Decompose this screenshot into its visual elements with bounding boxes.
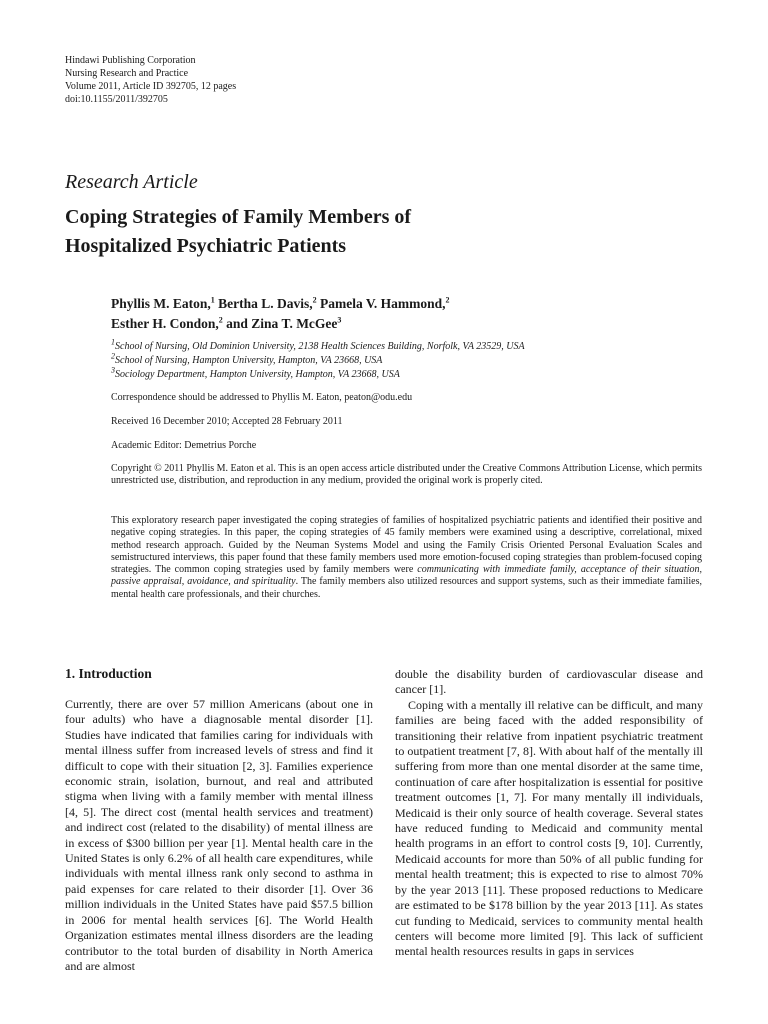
title-line-1: Coping Strategies of Family Members of <box>65 206 412 228</box>
title-line-2: Hospitalized Psychiatric Patients <box>65 235 347 257</box>
affiliation-item: $^2$School of Nursing, Hampton University, Hampton, VA 23668, USA <box>111 351 383 366</box>
author-affil-marker: 2 <box>312 295 317 305</box>
journal-line: Nursing Research and Practice <box>65 68 189 79</box>
affiliation-list <box>111 337 525 382</box>
academic-editor: Academic Editor: Demetrius Porche <box>111 440 257 451</box>
abstract: This exploratory research paper investigated the coping strategies of families of hospitalized psychiatric patients and identified their positive and negative coping strategies. In this paper, the coping strategies of 45 family members were examined using a descriptive, correlational, mixed method research approach. Guided by the Neuman Systems Model and using the Family Crisis Oriented Personal Evaluation Scales and semistructured interviews, this paper found that these family members used more emotion-focused coping strategies than problem-focused coping strategies. The common coping strategies used by family members were communicating with immediate family, acceptance of their situation, passive appraisal, avoidance, and spirituality. The family members also utilized resources and support systems, such as their immediate families, mental health care professionals, and their churches. <box>111 515 703 600</box>
author-name: Esther H. Condon, <box>111 316 219 331</box>
author-affil-marker: 2 <box>218 315 223 325</box>
article-type: Research Article <box>65 171 198 193</box>
volume-line: Volume 2011, Article ID 392705, 12 pages <box>65 81 237 92</box>
correspondence-email-link[interactable]: peaton@odu.edu <box>344 392 413 403</box>
author-line-1 <box>111 294 450 314</box>
journal-header <box>65 54 236 106</box>
affiliation-item: $^3$Sociology Department, Hampton University, Hampton, VA 23668, USA <box>111 365 400 380</box>
author-affil-marker: 1 <box>210 295 215 305</box>
author-name: Phyllis M. Eaton, <box>111 296 211 311</box>
author-list <box>111 294 450 334</box>
body-column-left <box>65 697 373 974</box>
author-line-2 <box>111 314 450 334</box>
author-name: Bertha L. Davis, <box>214 296 313 311</box>
received-dates: Received 16 December 2010; Accepted 28 February 2011 <box>111 416 343 427</box>
article-title <box>65 203 411 261</box>
correspondence: Correspondence should be addressed to Phyllis M. Eaton, peaton@odu.edu <box>111 392 413 403</box>
doi-line: doi:10.1155/2011/392705 <box>65 94 168 105</box>
publisher-line: Hindawi Publishing Corporation <box>65 55 196 66</box>
body-column-right <box>395 667 703 960</box>
author-name: Pamela V. Hammond, <box>316 296 446 311</box>
body-paragraph: Currently, there are over 57 million Americans (about one in four adults) who have a diagnosable mental disorder [1]. Studies have indicated that families caring for individuals with mental illness suffer from increased levels of stress and find it difficult to cope with their situation [2, 3]. Families experience economic strain, isolation, burnout, and real and attributed stigma when living with a family member with mental illness [4, 5]. The direct cost (mental health services and treatment) and indirect cost (related to the disability) of mental illness are in excess of $300 billion per year [1]. Mental health care in the United States is only 6.2% of all health care expenditures, while individuals with mental illness rank only second to asthma in paid expenses for care related to their disorder [1]. Over 36 million individuals in the United States have paid $57.5 billion in 2006 for mental health services [6]. The World Health Organization estimates mental illness disorders are the leading contributor to the total burden of disability in North America and are almost <box>65 697 373 973</box>
author-affil-marker: 2 <box>445 295 450 305</box>
author-name: and Zina T. McGee <box>222 316 338 331</box>
affiliation-item: $^1$School of Nursing, Old Dominion University, 2138 Health Sciences Building, Norfolk, VA 23529, USA <box>111 337 525 352</box>
body-paragraph: double the disability burden of cardiovascular disease and cancer [1]. <box>395 667 703 697</box>
author-affil-marker: 3 <box>337 315 342 325</box>
copyright-notice: Copyright © 2011 Phyllis M. Eaton et al. This is an open access article distributed under the Creative Commons Attribution License, which permits unrestricted use, distribution, and reproduction in any medium, provided the original work is properly cited. <box>111 463 702 487</box>
body-paragraph: Coping with a mentally ill relative can be difficult, and many families are being faced with the added responsibility of transitioning their relative from inpatient psychiatric treatment to outpatient treatment [7, 8]. With about half of the mentally ill suffering from more than one mental disorder at the same time, continuation of care after hospitalization is essential for positive treatment outcomes [1, 7]. For many mentally ill individuals, Medicaid is their only source of health coverage. Several states have reduced funding to Medicaid and community mental health programs in an effort to control costs [9, 10]. Currently, Medicaid accounts for more than 50% of all public funding for mental health treatment; this is expected to rise to almost 70% by the year 2013 [11]. These proposed reductions to Medicare are estimated to be $178 billion by the year 2013 [11]. As states cut funding to Medicaid, services to community mental health centers will become more limited [9]. This lack of sufficient mental health resources results in gaps in services <box>395 697 703 959</box>
section-heading: 1. Introduction <box>65 666 152 681</box>
